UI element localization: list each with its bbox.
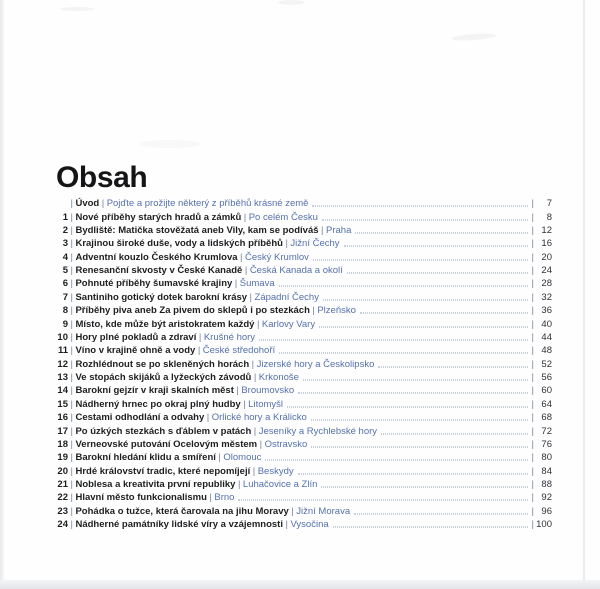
separator-pipe: |	[531, 492, 534, 504]
toc-entry-number: 3	[62, 238, 68, 250]
separator-pipe: |	[70, 198, 73, 210]
separator-pipe: |	[531, 438, 534, 450]
toc-entry-page-number: 24	[541, 265, 552, 277]
toc-entry-title: Po úzkých stezkách s ďáblem v patách	[75, 425, 252, 437]
toc-entry-page-number: 12	[541, 224, 552, 236]
separator-pipe: |	[234, 278, 238, 290]
toc-entry-page-cell	[532, 332, 552, 343]
toc-entry-page-number: 28	[541, 278, 552, 290]
toc-entry-title: Nádherný hrnec po okraj plný hudby	[75, 398, 241, 410]
toc-entry-number: 9	[62, 318, 68, 330]
separator-pipe: |	[531, 278, 534, 290]
toc-entry-number: 11	[57, 345, 68, 357]
separator-pipe: |	[70, 211, 73, 223]
toc-entry-page-number: 32	[541, 291, 552, 303]
separator-pipe: |	[531, 398, 534, 410]
toc-entry-title: Noblesa a kreativita první republiky	[75, 479, 236, 491]
toc-entry-region: Beskydy	[257, 465, 294, 477]
scan-artifact-left-edge	[0, 0, 4, 589]
separator-pipe: |	[70, 224, 73, 236]
toc-entry	[57, 491, 552, 504]
toc-entry-region: Pojďte a prožijte některý z příběhů krásné země	[106, 198, 309, 210]
dotted-leader	[303, 380, 528, 381]
toc-entry-page-cell	[532, 319, 552, 330]
separator-pipe: |	[531, 345, 534, 357]
toc-entry-number: 6	[62, 278, 68, 290]
dotted-leader	[323, 299, 528, 300]
separator-pipe: |	[531, 358, 534, 370]
separator-pipe: |	[198, 331, 202, 343]
toc-entry-page-cell	[532, 399, 552, 410]
page-title: Obsah	[56, 161, 148, 195]
toc-entry-page-cell	[532, 439, 552, 450]
toc-entry-number: 22	[57, 492, 68, 504]
separator-pipe: |	[70, 305, 73, 317]
toc-entry-title: Bydliště: Matička stověžatá aneb Vily, kam se podíváš	[75, 224, 319, 236]
separator-pipe: |	[253, 425, 257, 437]
toc-entry-number: 20	[57, 465, 68, 477]
toc-entry-title: Hory plné pokladů a zdraví	[75, 331, 197, 343]
separator-pipe: |	[251, 358, 255, 370]
toc-entry-number: 10	[57, 331, 68, 343]
toc-entry-region: Luhačovice a Zlín	[242, 479, 318, 491]
separator-pipe: |	[70, 505, 73, 517]
separator-pipe: |	[531, 251, 534, 263]
separator-pipe: |	[70, 398, 73, 410]
toc-entry-number: 24	[57, 519, 68, 531]
toc-entry-title: Úvod	[75, 198, 100, 210]
toc-entry-page-number: 96	[541, 505, 552, 517]
toc-entry-page-cell	[532, 238, 552, 249]
toc-entry	[57, 251, 552, 264]
separator-pipe: |	[70, 331, 73, 343]
dotted-leader	[313, 259, 528, 260]
separator-pipe: |	[531, 372, 534, 384]
separator-pipe: |	[70, 345, 73, 357]
separator-pipe: |	[531, 425, 534, 437]
scan-artifact-smudge	[60, 7, 94, 11]
toc-entry-title: Ve stopách skijáků a lyžeckých závodů	[75, 372, 252, 384]
separator-pipe: |	[70, 265, 73, 277]
separator-pipe: |	[531, 479, 534, 491]
separator-pipe: |	[70, 238, 73, 250]
toc-entry-number: 4	[62, 251, 68, 263]
toc-entry-page-cell	[532, 225, 552, 236]
toc-entry	[57, 358, 552, 371]
dotted-leader	[333, 527, 528, 528]
toc-entry-page-number: 92	[541, 492, 552, 504]
separator-pipe: |	[531, 519, 534, 531]
toc-entry-page-cell	[532, 385, 552, 396]
toc-entry	[57, 505, 552, 518]
separator-pipe: |	[70, 251, 73, 263]
toc-entry-region: Orlické hory a Králicko	[211, 412, 307, 424]
dotted-leader	[298, 473, 528, 474]
toc-entry-region: Karlovy Vary	[261, 318, 316, 330]
toc-entry-page-number: 100	[536, 519, 552, 531]
toc-entry	[57, 197, 552, 210]
toc-entry-page-number: 48	[541, 345, 552, 357]
toc-list	[57, 197, 552, 531]
separator-pipe: |	[70, 291, 73, 303]
toc-entry-page-number: 60	[541, 385, 552, 397]
toc-entry-title: Pohádka o tužce, která čarovala na jihu Moravy	[75, 505, 289, 517]
toc-entry-page-number: 84	[541, 465, 552, 477]
toc-entry-region: Krušné hory	[203, 331, 256, 343]
separator-pipe: |	[70, 492, 73, 504]
separator-pipe: |	[70, 278, 73, 290]
separator-pipe: |	[531, 318, 534, 330]
toc-entry-region: Po celém Česku	[248, 211, 318, 223]
toc-entry-region: Krkonoše	[258, 372, 299, 384]
toc-entry-title: Barokní gejzír v kraji skalních měst	[75, 385, 234, 397]
separator-pipe: |	[321, 224, 324, 236]
toc-entry	[57, 518, 552, 531]
scan-artifact-bottom-shadow	[0, 580, 600, 589]
toc-entry-number: 8	[62, 305, 68, 317]
toc-entry-title: Barokní hledání klidu a smíření	[75, 452, 216, 464]
toc-entry	[57, 304, 552, 317]
dotted-leader	[238, 500, 527, 501]
toc-entry-region: Jizerské hory a Českolipsko	[256, 358, 375, 370]
dotted-leader	[287, 406, 528, 407]
toc-entry-region: České středohoří	[202, 345, 276, 357]
toc-entry-number: 13	[57, 372, 68, 384]
toc-entry-page-number: 16	[541, 238, 552, 250]
toc-entry	[57, 371, 552, 384]
toc-entry-page-number: 88	[541, 479, 552, 491]
separator-pipe: |	[70, 465, 73, 477]
separator-pipe: |	[531, 412, 534, 424]
toc-entry	[57, 237, 552, 250]
toc-entry-page-number: 72	[541, 425, 552, 437]
toc-entry-page-number: 64	[541, 398, 552, 410]
toc-entry-page-cell	[532, 452, 552, 463]
separator-pipe: |	[70, 372, 73, 384]
toc-entry-region: Litomyšl	[248, 398, 284, 410]
toc-entry-page-number: 44	[541, 331, 552, 343]
toc-entry-region: Olomouc	[223, 452, 262, 464]
separator-pipe: |	[70, 519, 73, 531]
separator-pipe: |	[531, 211, 534, 223]
dotted-leader	[279, 353, 527, 354]
toc-entry-title: Nové příběhy starých hradů a zámků	[75, 211, 242, 223]
toc-entry-number: 18	[57, 438, 68, 450]
separator-pipe: |	[252, 465, 256, 477]
dotted-leader	[378, 366, 527, 367]
separator-pipe: |	[531, 305, 534, 317]
toc-entry-title: Rozhlédnout se po skleněných horách	[75, 358, 250, 370]
toc-entry-region: Česká Kanada a okolí	[249, 265, 343, 277]
toc-entry-region: Jeseníky a Rychlebské hory	[258, 425, 378, 437]
toc-entry	[57, 451, 552, 464]
separator-pipe: |	[253, 372, 257, 384]
separator-pipe: |	[70, 425, 73, 437]
toc-entry	[57, 438, 552, 451]
separator-pipe: |	[70, 452, 73, 464]
toc-entry-number: 1	[62, 211, 68, 223]
toc-entry-title: Nádherné památníky lidské víry a vzájemnosti	[75, 519, 283, 531]
toc-entry-page-number: 36	[541, 305, 552, 317]
dotted-leader	[381, 433, 528, 434]
toc-entry-region: Český Krumlov	[245, 251, 309, 263]
separator-pipe: |	[70, 479, 73, 491]
separator-pipe: |	[531, 198, 534, 210]
toc-entry-title: Cestami odhodlání a odvahy	[75, 412, 205, 424]
dotted-leader	[344, 246, 528, 247]
toc-entry-number: 17	[57, 425, 68, 437]
separator-pipe: |	[259, 438, 263, 450]
dotted-leader	[279, 286, 528, 287]
toc-entry	[57, 210, 552, 223]
toc-entry-region: Brno	[214, 492, 235, 504]
toc-entry-page-cell	[532, 265, 552, 276]
toc-entry	[57, 398, 552, 411]
toc-entry-title: Místo, kde může být aristokratem každý	[75, 318, 255, 330]
toc-entry-page-number: 40	[541, 318, 552, 330]
separator-pipe: |	[206, 412, 210, 424]
separator-pipe: |	[70, 385, 73, 397]
separator-pipe: |	[531, 291, 534, 303]
toc-entry-page-number: 76	[541, 438, 552, 450]
dotted-leader	[259, 339, 527, 340]
toc-entry-page-cell	[532, 372, 552, 383]
toc-entry	[57, 264, 552, 277]
toc-entry-number: 23	[57, 505, 68, 517]
toc-entry-page-number: 52	[541, 358, 552, 370]
separator-pipe: |	[249, 291, 253, 303]
toc-entry-page-cell	[532, 492, 552, 503]
separator-pipe: |	[285, 519, 288, 531]
toc-entry-region: Jižní Čechy	[290, 238, 340, 250]
scan-artifact-smudge	[140, 140, 200, 148]
dotted-leader	[321, 487, 527, 488]
separator-pipe: |	[70, 412, 73, 424]
separator-pipe: |	[70, 318, 73, 330]
toc-entry-title: Renesanční skvosty v České Kanadě	[75, 265, 243, 277]
toc-entry	[57, 291, 552, 304]
toc-entry-title: Hlavní město funkcionalismu	[75, 492, 207, 504]
toc-entry-number: 16	[57, 412, 68, 424]
scan-artifact-smudge	[452, 32, 496, 41]
separator-pipe: |	[101, 198, 105, 210]
toc-entry-title: Verneovské putování Ocelovým městem	[75, 438, 258, 450]
toc-entry-page-cell	[532, 278, 552, 289]
toc-entry-region: Šumava	[239, 278, 275, 290]
toc-entry-region: Plzeňsko	[317, 305, 356, 317]
toc-entry-page-cell	[532, 305, 552, 316]
separator-pipe: |	[237, 479, 241, 491]
toc-entry	[57, 344, 552, 357]
separator-pipe: |	[291, 505, 294, 517]
toc-entry	[57, 224, 552, 237]
separator-pipe: |	[285, 238, 288, 250]
toc-entry-page-number: 80	[541, 452, 552, 464]
toc-entry-region: Jižní Morava	[296, 505, 351, 517]
dotted-leader	[319, 326, 527, 327]
separator-pipe: |	[531, 224, 534, 236]
toc-entry-title: Příběhy piva aneb Za pivem do sklepů i po stezkách	[75, 305, 310, 317]
separator-pipe: |	[531, 505, 534, 517]
separator-pipe: |	[531, 465, 534, 477]
toc-entry-number: 19	[57, 452, 68, 464]
dotted-leader	[311, 420, 528, 421]
separator-pipe: |	[312, 305, 315, 317]
toc-entry-page-number: 8	[546, 211, 552, 223]
scan-artifact-page-edge-line	[583, 0, 585, 589]
toc-entry-page-number: 68	[541, 412, 552, 424]
toc-entry-title: Hrdé království tradic, které nepomíjejí	[75, 465, 251, 477]
separator-pipe: |	[209, 492, 212, 504]
toc-entry-title: Pohnuté příběhy šumavské krajiny	[75, 278, 233, 290]
separator-pipe: |	[531, 331, 534, 343]
toc-entry-page-cell	[532, 506, 552, 517]
toc-entry-page-number: 7	[546, 198, 552, 210]
dotted-leader	[322, 219, 528, 220]
scan-artifact-smudge	[278, 0, 304, 5]
toc-entry-page-number: 56	[541, 372, 552, 384]
toc-entry	[57, 331, 552, 344]
toc-entry-number: 12	[57, 358, 68, 370]
toc-entry-page-cell	[532, 198, 552, 209]
toc-entry-number: 15	[57, 398, 68, 410]
separator-pipe: |	[531, 385, 534, 397]
separator-pipe: |	[70, 438, 73, 450]
toc-entry-number: 21	[57, 479, 68, 491]
dotted-leader	[265, 460, 527, 461]
toc-entry-page-number: 20	[541, 251, 552, 263]
toc-entry-region: Západní Čechy	[254, 291, 319, 303]
toc-entry-region: Ostravsko	[264, 438, 308, 450]
toc-entry-page-cell	[532, 212, 552, 223]
toc-entry-page-cell	[532, 519, 552, 530]
dotted-leader	[354, 513, 527, 514]
dotted-leader	[311, 446, 527, 447]
separator-pipe: |	[256, 318, 260, 330]
toc-entry-page-cell	[532, 479, 552, 490]
toc-entry-page-cell	[532, 359, 552, 370]
toc-entry-page-cell	[532, 426, 552, 437]
dotted-leader	[312, 206, 527, 207]
separator-pipe: |	[531, 452, 534, 464]
separator-pipe: |	[244, 265, 248, 277]
dotted-leader	[360, 313, 528, 314]
toc-entry-page-cell	[532, 466, 552, 477]
separator-pipe: |	[531, 265, 534, 277]
toc-entry-page-cell	[532, 292, 552, 303]
toc-entry	[57, 384, 552, 397]
toc-entry-number: 7	[62, 291, 68, 303]
toc-entry-number: 14	[57, 385, 68, 397]
separator-pipe: |	[243, 211, 247, 223]
toc-entry	[57, 277, 552, 290]
separator-pipe: |	[531, 238, 534, 250]
toc-entry-number: 2	[62, 224, 68, 236]
toc-entry	[57, 478, 552, 491]
toc-entry-title: Adventní kouzlo Českého Krumlova	[75, 251, 238, 263]
dotted-leader	[347, 273, 528, 274]
toc-entry-page-cell	[532, 412, 552, 423]
toc-entry-region: Broumovsko	[241, 385, 295, 397]
separator-pipe: |	[240, 251, 243, 263]
separator-pipe: |	[70, 358, 73, 370]
toc-entry-region: Vysočina	[290, 519, 329, 531]
dotted-leader	[298, 393, 527, 394]
toc-entry-region: Praha	[326, 224, 352, 236]
toc-entry-page-cell	[532, 345, 552, 356]
toc-entry	[57, 465, 552, 478]
separator-pipe: |	[243, 398, 246, 410]
dotted-leader	[355, 232, 527, 233]
separator-pipe: |	[197, 345, 201, 357]
toc-entry-title: Víno v krajině ohně a vody	[75, 345, 196, 357]
toc-entry-page-cell	[532, 252, 552, 263]
toc-entry	[57, 317, 552, 330]
toc-entry-title: Santiniho gotický dotek barokní krásy	[75, 291, 248, 303]
toc-entry	[57, 411, 552, 424]
toc-entry-number: 5	[62, 265, 68, 277]
toc-entry	[57, 424, 552, 437]
separator-pipe: |	[218, 452, 221, 464]
toc-entry-title: Krajinou široké duše, vody a lidských příběhů	[75, 238, 283, 250]
separator-pipe: |	[236, 385, 239, 397]
